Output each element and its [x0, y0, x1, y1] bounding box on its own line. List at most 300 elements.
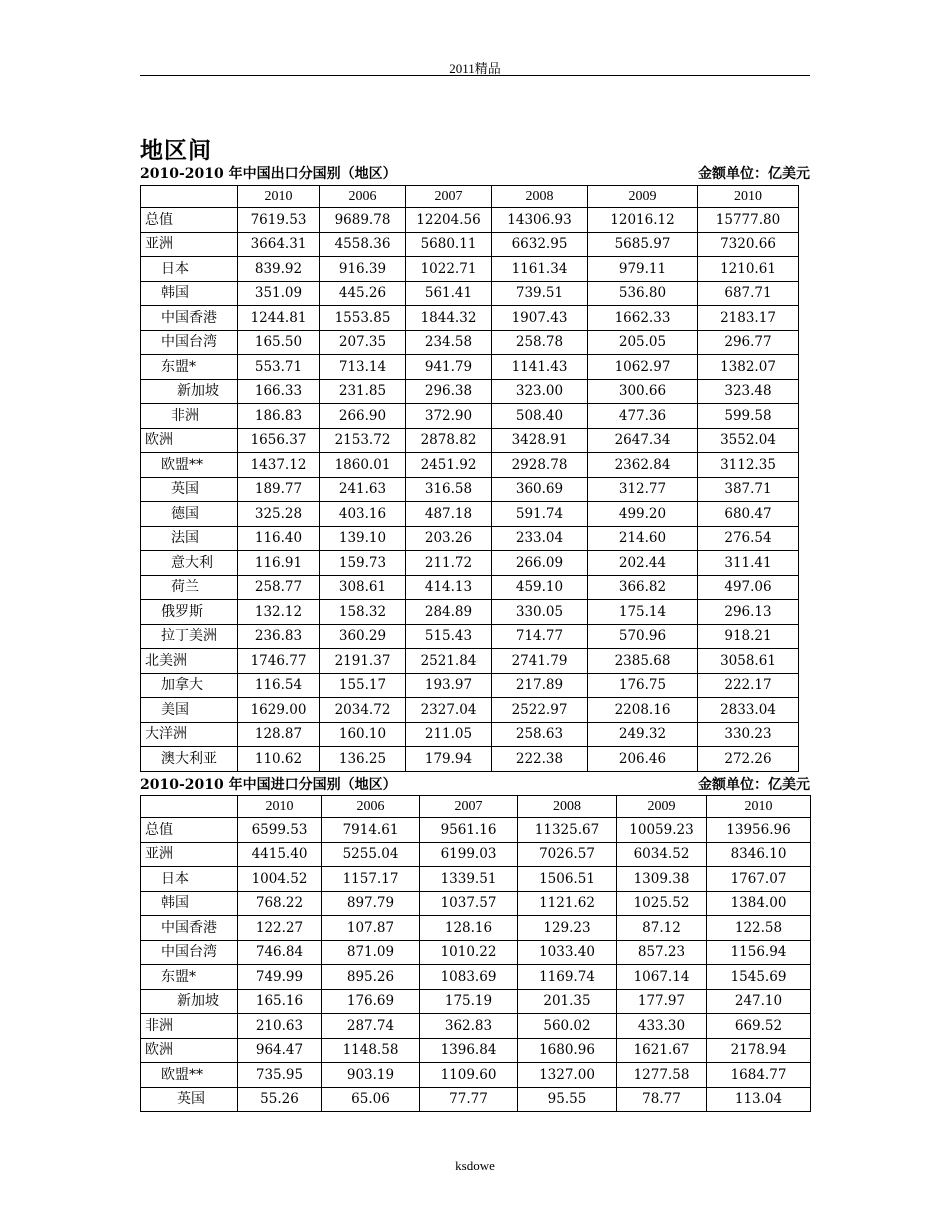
export-table-cell: 1553.85	[320, 306, 406, 331]
export-table-column-header	[141, 186, 238, 208]
import-table-row-label: 非洲	[141, 1014, 238, 1039]
export-table-row-label: 英国	[141, 477, 238, 502]
header-rule	[140, 75, 810, 76]
page-footer: ksdowe	[455, 1158, 495, 1173]
import-table-row	[141, 842, 811, 867]
export-table-cell: 403.16	[320, 502, 406, 527]
import-table-row-label: 新加坡	[141, 989, 238, 1014]
import-table-cell: 122.58	[707, 916, 811, 941]
export-table-cell: 2833.04	[698, 698, 799, 723]
export-table-cell: 979.11	[588, 257, 698, 282]
import-table-cell: 4415.40	[238, 842, 322, 867]
export-table-cell: 116.91	[238, 551, 320, 576]
import-table-row-label: 中国香港	[141, 916, 238, 941]
import-table-cell: 7026.57	[518, 842, 617, 867]
page-title: 地区间	[140, 137, 212, 164]
import-table-row	[141, 1038, 811, 1063]
export-table-cell: 918.21	[698, 624, 799, 649]
import-table-cell: 897.79	[322, 891, 420, 916]
export-table-row-label: 非洲	[141, 404, 238, 429]
export-table-cell: 2191.37	[320, 649, 406, 674]
export-table-cell: 116.54	[238, 673, 320, 698]
import-table-cell: 87.12	[617, 916, 707, 941]
export-table	[140, 185, 799, 772]
import-table-cell: 1327.00	[518, 1063, 617, 1088]
import-table-row-label: 中国台湾	[141, 940, 238, 965]
export-table-cell: 2327.04	[406, 698, 492, 723]
export-table-cell: 189.77	[238, 477, 320, 502]
export-table-column-header: 2008	[492, 186, 588, 208]
import-table-header-row	[141, 796, 811, 818]
export-table-cell: 296.77	[698, 330, 799, 355]
export-table-row-label: 中国香港	[141, 306, 238, 331]
export-table-cell: 2451.92	[406, 453, 492, 478]
export-table-unit: 金额单位：亿美元	[698, 166, 810, 182]
export-table-cell: 1746.77	[238, 649, 320, 674]
export-table-cell: 231.85	[320, 379, 406, 404]
import-table-cell: 1004.52	[238, 867, 322, 892]
import-table-cell: 1684.77	[707, 1063, 811, 1088]
export-table-cell: 2034.72	[320, 698, 406, 723]
export-table-row	[141, 404, 799, 429]
export-table-cell: 296.13	[698, 600, 799, 625]
export-table-cell: 276.54	[698, 526, 799, 551]
export-table-cell: 839.92	[238, 257, 320, 282]
import-table-cell: 107.87	[322, 916, 420, 941]
export-table-cell: 2928.78	[492, 453, 588, 478]
export-table-row	[141, 551, 799, 576]
export-table-column-header: 2007	[406, 186, 492, 208]
import-table-row-label: 亚洲	[141, 842, 238, 867]
export-table-row-label: 意大利	[141, 551, 238, 576]
export-table-cell: 211.05	[406, 722, 492, 747]
export-table-row-label: 总值	[141, 208, 238, 233]
export-table-cell: 1629.00	[238, 698, 320, 723]
export-table-cell: 1437.12	[238, 453, 320, 478]
export-table-cell: 3058.61	[698, 649, 799, 674]
import-table-cell: 1121.62	[518, 891, 617, 916]
export-table-row	[141, 502, 799, 527]
export-table-cell: 360.29	[320, 624, 406, 649]
import-table-column-header	[141, 796, 238, 818]
export-table-cell: 155.17	[320, 673, 406, 698]
import-table-cell: 95.55	[518, 1087, 617, 1112]
export-table-cell: 258.77	[238, 575, 320, 600]
import-table-cell: 1396.84	[420, 1038, 518, 1063]
export-table-cell: 179.94	[406, 747, 492, 772]
export-table-cell: 233.04	[492, 526, 588, 551]
export-table-cell: 7619.53	[238, 208, 320, 233]
export-table-cell: 499.20	[588, 502, 698, 527]
import-table-cell: 201.35	[518, 989, 617, 1014]
export-table-cell: 284.89	[406, 600, 492, 625]
import-table-cell: 1083.69	[420, 965, 518, 990]
export-table-cell: 508.40	[492, 404, 588, 429]
export-table-title: 2010-2010 年中国出口分国别（地区）	[140, 166, 397, 182]
import-table-cell: 433.30	[617, 1014, 707, 1039]
import-table-row-label: 欧盟**	[141, 1063, 238, 1088]
import-table-cell: 1309.38	[617, 867, 707, 892]
import-table-cell: 1680.96	[518, 1038, 617, 1063]
export-table-cell: 2208.16	[588, 698, 698, 723]
export-table-row-label: 新加坡	[141, 379, 238, 404]
import-table-cell: 1621.67	[617, 1038, 707, 1063]
export-table-cell: 160.10	[320, 722, 406, 747]
export-table-cell: 159.73	[320, 551, 406, 576]
export-table-cell: 2647.34	[588, 428, 698, 453]
export-table-cell: 387.71	[698, 477, 799, 502]
export-table-cell: 445.26	[320, 281, 406, 306]
import-table-row	[141, 818, 811, 843]
import-table-cell: 1033.40	[518, 940, 617, 965]
import-table-cell: 10059.23	[617, 818, 707, 843]
export-table-row	[141, 453, 799, 478]
export-table-cell: 266.90	[320, 404, 406, 429]
export-table-cell: 12016.12	[588, 208, 698, 233]
export-table-cell: 570.96	[588, 624, 698, 649]
export-table-cell: 561.41	[406, 281, 492, 306]
import-table-cell: 964.47	[238, 1038, 322, 1063]
export-table-row	[141, 649, 799, 674]
export-table-row	[141, 330, 799, 355]
export-table-cell: 1656.37	[238, 428, 320, 453]
import-table-cell: 768.22	[238, 891, 322, 916]
export-table-cell: 714.77	[492, 624, 588, 649]
import-table-row-label: 英国	[141, 1087, 238, 1112]
export-table-cell: 1210.61	[698, 257, 799, 282]
export-table-cell: 553.71	[238, 355, 320, 380]
import-table-row	[141, 1014, 811, 1039]
import-table-cell: 857.23	[617, 940, 707, 965]
export-table-row	[141, 477, 799, 502]
import-table-cell: 2178.94	[707, 1038, 811, 1063]
export-table-caption	[140, 163, 810, 183]
export-table-cell: 1382.07	[698, 355, 799, 380]
export-table-row	[141, 355, 799, 380]
import-table-cell: 175.19	[420, 989, 518, 1014]
import-table	[140, 795, 811, 1112]
export-table-cell: 3428.91	[492, 428, 588, 453]
export-table-cell: 414.13	[406, 575, 492, 600]
import-table-cell: 1109.60	[420, 1063, 518, 1088]
import-table-row	[141, 989, 811, 1014]
export-table-cell: 249.32	[588, 722, 698, 747]
export-table-column-header: 2010	[698, 186, 799, 208]
export-table-row	[141, 747, 799, 772]
export-table-column-header: 2009	[588, 186, 698, 208]
export-table-cell: 3664.31	[238, 232, 320, 257]
import-table-row-label: 总值	[141, 818, 238, 843]
import-table-row	[141, 1063, 811, 1088]
import-table-cell: 165.16	[238, 989, 322, 1014]
import-table-column-header: 2010	[707, 796, 811, 818]
export-table-cell: 165.50	[238, 330, 320, 355]
export-table-cell: 739.51	[492, 281, 588, 306]
export-table-row-label: 法国	[141, 526, 238, 551]
import-table-row	[141, 867, 811, 892]
export-table-row	[141, 306, 799, 331]
export-table-cell: 372.90	[406, 404, 492, 429]
export-table-cell: 3112.35	[698, 453, 799, 478]
export-table-cell: 330.05	[492, 600, 588, 625]
export-table-cell: 234.58	[406, 330, 492, 355]
import-table-row	[141, 965, 811, 990]
import-table-cell: 128.16	[420, 916, 518, 941]
export-table-cell: 687.71	[698, 281, 799, 306]
import-table-cell: 8346.10	[707, 842, 811, 867]
import-table-cell: 9561.16	[420, 818, 518, 843]
export-table-cell: 515.43	[406, 624, 492, 649]
export-table-cell: 536.80	[588, 281, 698, 306]
import-table-row-label: 欧洲	[141, 1038, 238, 1063]
import-table-cell: 13956.96	[707, 818, 811, 843]
export-table-cell: 1244.81	[238, 306, 320, 331]
export-table-cell: 1022.71	[406, 257, 492, 282]
import-table-row-label: 韩国	[141, 891, 238, 916]
export-table-cell: 15777.80	[698, 208, 799, 233]
export-table-cell: 5680.11	[406, 232, 492, 257]
export-table-cell: 1907.43	[492, 306, 588, 331]
export-table-cell: 6632.95	[492, 232, 588, 257]
import-table-cell: 1169.74	[518, 965, 617, 990]
import-table-cell: 1506.51	[518, 867, 617, 892]
export-table-cell: 211.72	[406, 551, 492, 576]
import-table-cell: 113.04	[707, 1087, 811, 1112]
export-table-row	[141, 575, 799, 600]
export-table-cell: 916.39	[320, 257, 406, 282]
export-table-cell: 222.38	[492, 747, 588, 772]
export-table-row-label: 加拿大	[141, 673, 238, 698]
import-table-column-header: 2010	[238, 796, 322, 818]
export-table-row-label: 北美洲	[141, 649, 238, 674]
export-table-cell: 203.26	[406, 526, 492, 551]
import-table-caption	[140, 774, 810, 794]
import-table-cell: 1545.69	[707, 965, 811, 990]
import-table-cell: 176.69	[322, 989, 420, 1014]
export-table-cell: 217.89	[492, 673, 588, 698]
import-table-cell: 55.26	[238, 1087, 322, 1112]
import-table-row	[141, 916, 811, 941]
export-table-cell: 1860.01	[320, 453, 406, 478]
export-table-cell: 206.46	[588, 747, 698, 772]
export-table-row-label: 德国	[141, 502, 238, 527]
export-table-cell: 1662.33	[588, 306, 698, 331]
import-table-column-header: 2006	[322, 796, 420, 818]
export-table-row	[141, 232, 799, 257]
import-table-cell: 78.77	[617, 1087, 707, 1112]
import-table-cell: 65.06	[322, 1087, 420, 1112]
export-table-cell: 4558.36	[320, 232, 406, 257]
import-table-cell: 6599.53	[238, 818, 322, 843]
export-table-row	[141, 526, 799, 551]
import-table-cell: 871.09	[322, 940, 420, 965]
import-table-cell: 7914.61	[322, 818, 420, 843]
export-table-cell: 477.36	[588, 404, 698, 429]
export-table-cell: 366.82	[588, 575, 698, 600]
export-table-cell: 5685.97	[588, 232, 698, 257]
export-table-cell: 2153.72	[320, 428, 406, 453]
import-table-cell: 177.97	[617, 989, 707, 1014]
export-table-cell: 459.10	[492, 575, 588, 600]
import-table-unit: 金额单位：亿美元	[698, 777, 810, 793]
import-table-cell: 210.63	[238, 1014, 322, 1039]
export-table-cell: 1844.32	[406, 306, 492, 331]
export-table-cell: 312.77	[588, 477, 698, 502]
export-table-row-label: 东盟*	[141, 355, 238, 380]
export-table-cell: 941.79	[406, 355, 492, 380]
export-table-cell: 236.83	[238, 624, 320, 649]
export-table-row	[141, 722, 799, 747]
export-table-cell: 7320.66	[698, 232, 799, 257]
import-table-cell: 560.02	[518, 1014, 617, 1039]
export-table-cell: 222.17	[698, 673, 799, 698]
import-table-row-label: 日本	[141, 867, 238, 892]
import-table-cell: 669.52	[707, 1014, 811, 1039]
export-table-cell: 2385.68	[588, 649, 698, 674]
import-table-column-header: 2008	[518, 796, 617, 818]
export-table-cell: 2521.84	[406, 649, 492, 674]
export-table-row	[141, 673, 799, 698]
export-table-cell: 1141.43	[492, 355, 588, 380]
export-table-cell: 110.62	[238, 747, 320, 772]
import-table-cell: 1025.52	[617, 891, 707, 916]
export-table-cell: 2741.79	[492, 649, 588, 674]
export-table-row-label: 大洋洲	[141, 722, 238, 747]
export-table-cell: 128.87	[238, 722, 320, 747]
export-table-cell: 9689.78	[320, 208, 406, 233]
export-table-cell: 14306.93	[492, 208, 588, 233]
export-table-row	[141, 208, 799, 233]
export-table-row-label: 荷兰	[141, 575, 238, 600]
export-table-row-label: 中国台湾	[141, 330, 238, 355]
export-table-row	[141, 698, 799, 723]
export-table-cell: 158.32	[320, 600, 406, 625]
export-table-cell: 258.63	[492, 722, 588, 747]
export-table-cell: 680.47	[698, 502, 799, 527]
import-table-cell: 287.74	[322, 1014, 420, 1039]
export-table-cell: 487.18	[406, 502, 492, 527]
import-table-column-header: 2009	[617, 796, 707, 818]
export-table-row-label: 俄罗斯	[141, 600, 238, 625]
export-table-row	[141, 257, 799, 282]
export-table-cell: 351.09	[238, 281, 320, 306]
import-table-cell: 735.95	[238, 1063, 322, 1088]
import-table-cell: 903.19	[322, 1063, 420, 1088]
export-table-cell: 713.14	[320, 355, 406, 380]
export-table-row-label: 拉丁美洲	[141, 624, 238, 649]
import-table-row	[141, 1087, 811, 1112]
export-table-cell: 316.58	[406, 477, 492, 502]
export-table-cell: 193.97	[406, 673, 492, 698]
export-table-body	[141, 186, 799, 772]
export-table-cell: 166.33	[238, 379, 320, 404]
export-table-cell: 311.41	[698, 551, 799, 576]
export-table-cell: 202.44	[588, 551, 698, 576]
export-table-cell: 116.40	[238, 526, 320, 551]
import-table-cell: 1767.07	[707, 867, 811, 892]
import-table-cell: 1339.51	[420, 867, 518, 892]
export-table-cell: 132.12	[238, 600, 320, 625]
export-table-cell: 3552.04	[698, 428, 799, 453]
export-table-cell: 12204.56	[406, 208, 492, 233]
import-table-cell: 1277.58	[617, 1063, 707, 1088]
import-table-cell: 247.10	[707, 989, 811, 1014]
export-table-cell: 241.63	[320, 477, 406, 502]
export-table-cell: 323.00	[492, 379, 588, 404]
import-table-cell: 1067.14	[617, 965, 707, 990]
page-header: 2011精品	[449, 61, 501, 76]
export-table-cell: 308.61	[320, 575, 406, 600]
import-table-cell: 1156.94	[707, 940, 811, 965]
export-table-row-label: 澳大利亚	[141, 747, 238, 772]
export-table-row	[141, 379, 799, 404]
import-table-row-label: 东盟*	[141, 965, 238, 990]
export-table-cell: 2878.82	[406, 428, 492, 453]
import-table-cell: 895.26	[322, 965, 420, 990]
export-table-cell: 2183.17	[698, 306, 799, 331]
export-table-cell: 1062.97	[588, 355, 698, 380]
import-table-cell: 6199.03	[420, 842, 518, 867]
import-table-column-header: 2007	[420, 796, 518, 818]
import-table-row	[141, 891, 811, 916]
export-table-cell: 323.48	[698, 379, 799, 404]
export-table-row	[141, 624, 799, 649]
export-table-column-header: 2006	[320, 186, 406, 208]
export-table-cell: 136.25	[320, 747, 406, 772]
export-table-cell: 300.66	[588, 379, 698, 404]
export-table-cell: 207.35	[320, 330, 406, 355]
export-table-column-header: 2010	[238, 186, 320, 208]
export-table-cell: 591.74	[492, 502, 588, 527]
export-table-cell: 599.58	[698, 404, 799, 429]
import-table-cell: 1010.22	[420, 940, 518, 965]
export-table-header-row	[141, 186, 799, 208]
import-table-cell: 122.27	[238, 916, 322, 941]
import-table-cell: 362.83	[420, 1014, 518, 1039]
export-table-cell: 176.75	[588, 673, 698, 698]
import-table-cell: 5255.04	[322, 842, 420, 867]
export-table-row-label: 日本	[141, 257, 238, 282]
export-table-cell: 330.23	[698, 722, 799, 747]
import-table-cell: 1384.00	[707, 891, 811, 916]
import-table-cell: 129.23	[518, 916, 617, 941]
import-table-cell: 1157.17	[322, 867, 420, 892]
export-table-cell: 214.60	[588, 526, 698, 551]
export-table-cell: 325.28	[238, 502, 320, 527]
import-table-cell: 6034.52	[617, 842, 707, 867]
export-table-cell: 360.69	[492, 477, 588, 502]
import-table-title: 2010-2010 年中国进口分国别（地区）	[140, 777, 397, 793]
export-table-row-label: 欧盟**	[141, 453, 238, 478]
import-table-cell: 11325.67	[518, 818, 617, 843]
export-table-row-label: 亚洲	[141, 232, 238, 257]
import-table-cell: 746.84	[238, 940, 322, 965]
export-table-cell: 1161.34	[492, 257, 588, 282]
export-table-cell: 205.05	[588, 330, 698, 355]
export-table-cell: 2522.97	[492, 698, 588, 723]
export-table-cell: 497.06	[698, 575, 799, 600]
import-table-body	[141, 796, 811, 1112]
import-table-cell: 77.77	[420, 1087, 518, 1112]
import-table-cell: 1148.58	[322, 1038, 420, 1063]
import-table-row	[141, 940, 811, 965]
export-table-cell: 2362.84	[588, 453, 698, 478]
export-table-row	[141, 281, 799, 306]
export-table-row-label: 美国	[141, 698, 238, 723]
export-table-row-label: 欧洲	[141, 428, 238, 453]
import-table-cell: 1037.57	[420, 891, 518, 916]
export-table-cell: 258.78	[492, 330, 588, 355]
